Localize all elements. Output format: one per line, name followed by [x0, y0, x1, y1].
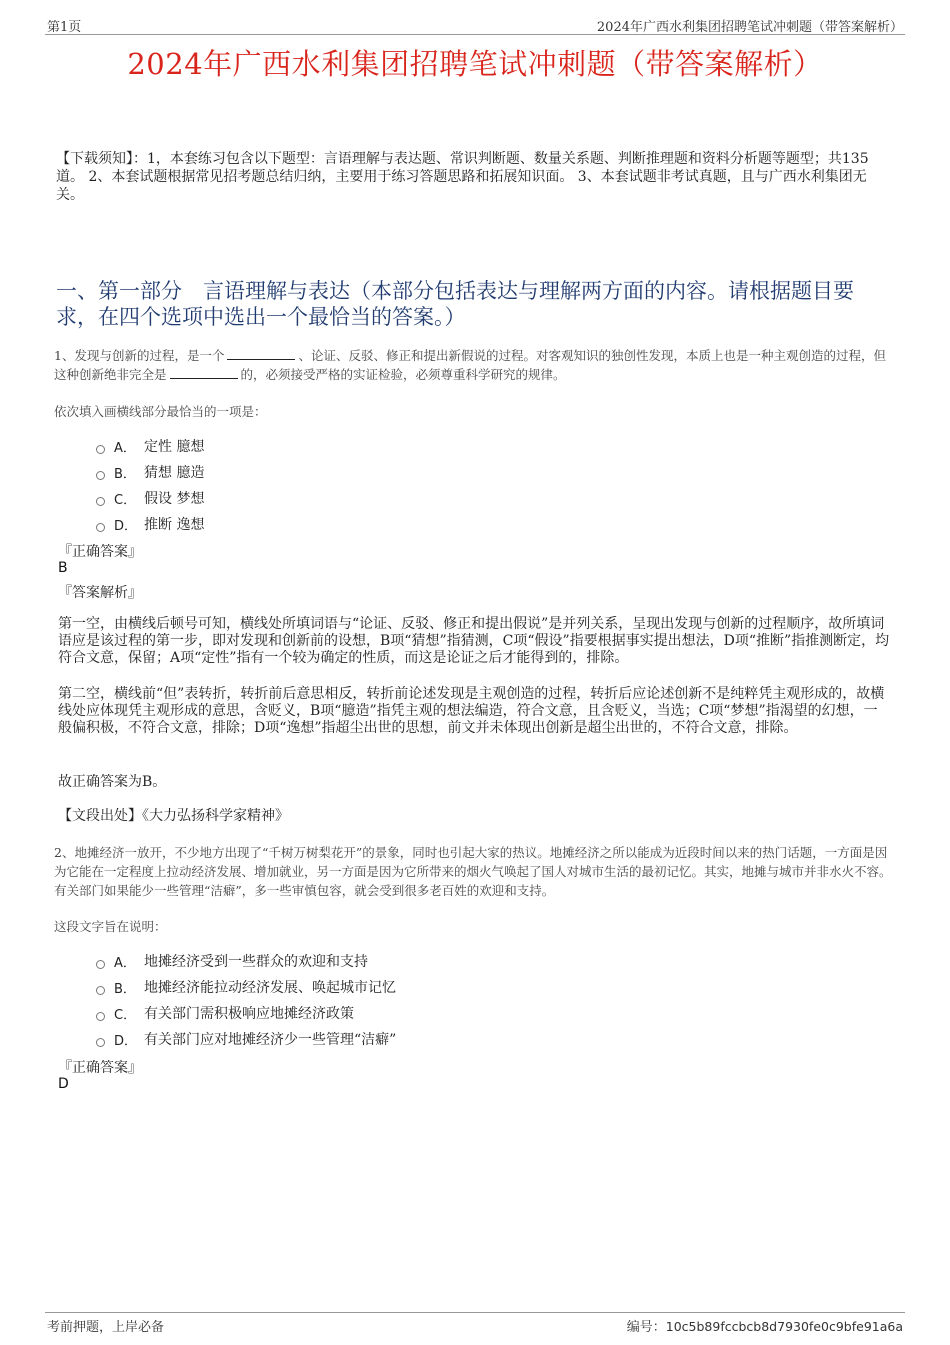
blank-2: [170, 366, 238, 379]
question-1-option-d[interactable]: D． 推断 逸想: [96, 511, 516, 537]
radio-icon[interactable]: [96, 523, 105, 532]
question-1-stem: [54, 346, 896, 384]
question-1-prompt: 依次填入画横线部分最恰当的一项是：: [54, 404, 267, 419]
question-1-source: 【文段出处】《大力弘扬科学家精神》: [58, 808, 289, 824]
radio-icon[interactable]: [96, 1038, 105, 1047]
question-1-analysis-paragraph-1: 第一空，由横线后顿号可知，横线处所填词语与“论证、反驳、修正和提出假说”是并列关系，呈现出发现与创新的过程顺序，故所填词语应是该过程的第一步，即对发现和创新前的设想，B项“猜想”指猜测，C项“假设”指要根据事实提出想法，D项“推断”指推测断定，均符合文意，保留；A项“定性”指有一个较为确定的性质，而这是论证之后才能得到的，排除。: [58, 616, 890, 666]
question-1-answer: B: [58, 560, 68, 576]
question-2-option-d[interactable]: D． 有关部门应对地摊经济少一些管理“洁癖”: [96, 1026, 516, 1052]
question-1-answer-label: 『正确答案』: [58, 544, 142, 560]
radio-icon[interactable]: [96, 471, 105, 480]
document-code: 10c5b89fccbcb8d7930fe0c9bfe91a6a: [665, 1319, 903, 1334]
page-footer: [45, 1312, 905, 1335]
footer-code: 编号：10c5b89fccbcb8d7930fe0c9bfe91a6a: [626, 1319, 903, 1335]
question-1-stem-part-a: 1、发现与创新的过程，是一个: [54, 348, 225, 363]
question-1-option-b[interactable]: B． 猜想 臆造: [96, 459, 516, 485]
blank-1: [227, 347, 295, 360]
question-1-stem-part-b: 、论证、反驳、修正和提出新假说的过程。对客观知识的独创性发现，本质上也是一种主观创造的过程，但这种创新绝非完全是: [54, 348, 886, 382]
question-1-conclusion: 故正确答案为B。: [58, 774, 167, 790]
document-title: 2024年广西水利集团招聘笔试冲刺题（带答案解析）: [127, 47, 823, 81]
question-2-options: [96, 948, 516, 1052]
question-2-option-a[interactable]: A． 地摊经济受到一些群众的欢迎和支持: [96, 948, 516, 974]
radio-icon[interactable]: [96, 445, 105, 454]
question-1-options: [96, 433, 516, 537]
question-2-option-b[interactable]: B． 地摊经济能拉动经济发展、唤起城市记忆: [96, 974, 516, 1000]
download-notice: 【下载须知】：1，本套练习包含以下题型：言语理解与表达题、常识判断题、数量关系题、判断推理题和资料分析题等题型；共135道。 2、本套试题根据常见招考题总结归纳，主要用于练习答题思路和拓展知识面。 3、本套试题非考试真题，且与广西水利集团无关。: [56, 151, 869, 203]
footer-slogan: 考前押题，上岸必备: [47, 1320, 165, 1335]
section-heading: 一、第一部分 言语理解与表达（本部分包括表达与理解两方面的内容。请根据题目要求，在四个选项中选出一个最恰当的答案。）: [56, 279, 854, 329]
question-1-analysis-label: 『答案解析』: [58, 585, 142, 601]
question-1-option-c[interactable]: C． 假设 梦想: [96, 485, 516, 511]
page-header: [45, 14, 905, 35]
question-2-stem: 2、地摊经济一放开，不少地方出现了“千树万树梨花开”的景象，同时也引起大家的热议。地摊经济之所以能成为近段时间以来的热门话题，一方面是因为它能在一定程度上拉动经济发展、增加就业，另一方面是因为它所带来的烟火气唤起了国人对城市生活的最初记忆。其实，地摊与城市并非水火不容。有关部门如果能少一些管理“洁癖”，多一些审慎包容，就会受到很多老百姓的欢迎和支持。: [54, 845, 892, 898]
radio-icon[interactable]: [96, 960, 105, 969]
radio-icon[interactable]: [96, 497, 105, 506]
header-doc-title: 2024年广西水利集团招聘笔试冲刺题（带答案解析）: [596, 20, 903, 35]
question-1-analysis-paragraph-2: 第二空，横线前“但”表转折，转折前后意思相反，转折前论述发现是主观创造的过程，转折后应论述创新不是纯粹凭主观形成的，故横线处应体现凭主观形成的意思，含贬义，B项“臆造”指凭主观的想法编造，符合文意，且含贬义，当选；C项“梦想”指渴望的幻想，一般偏积极，不符合文意，排除；D项“逸想”指超尘出世的思想，前文并未体现出创新是超尘出世的，不符合文意，排除。: [58, 686, 885, 736]
question-2-prompt: 这段文字旨在说明：: [54, 919, 167, 934]
page-number: 第1页: [47, 20, 82, 35]
question-1-stem-part-c: 的，必须接受严格的实证检验，必须尊重科学研究的规律。: [240, 367, 566, 382]
question-2-answer-label: 『正确答案』: [58, 1060, 142, 1076]
radio-icon[interactable]: [96, 986, 105, 995]
question-1-option-a[interactable]: A． 定性 臆想: [96, 433, 516, 459]
question-2-option-c[interactable]: C． 有关部门需积极响应地摊经济政策: [96, 1000, 516, 1026]
question-2-answer: D: [58, 1076, 69, 1092]
radio-icon[interactable]: [96, 1012, 105, 1021]
